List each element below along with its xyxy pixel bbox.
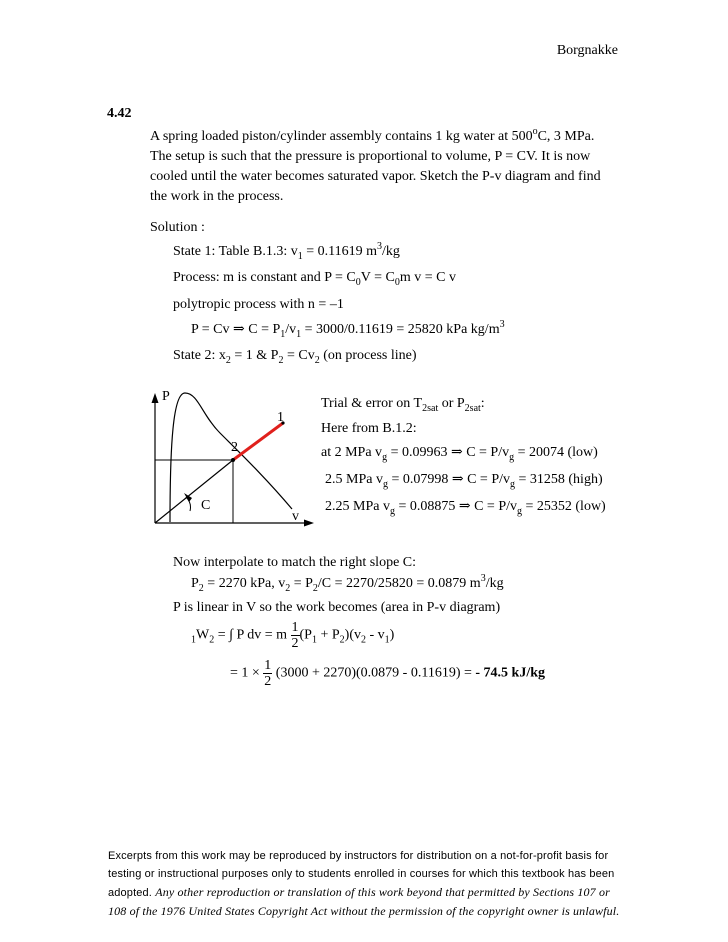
p2-v2-line: $P_2 = 2270$ kPa, $v_2 = P_2/C = 2270/25820 = 0.0879$ $m^3/kg$ [191,573,504,594]
work-result: - 74.5 kJ/kg [475,665,546,681]
statement-line-4: the work in the process. [150,189,284,204]
linear-work-line: P is linear in V so the work becomes (area in P-v diagram) [173,600,501,615]
point-2-label: 2 [231,440,238,455]
state2-line: State 2: $x_2 = 1$ & $P_2 = Cv_2$ (on process line) [173,348,417,366]
axis-p-label: P [162,389,170,404]
statement-line-3: cooled until the water becomes saturated vapor. Sketch the P-v diagram and find [150,169,601,184]
slope-c-label: C [201,498,211,513]
state1-line: State 1: Table B.1.3: $v_1 = 0.11619$ $m^3/kg$ [173,241,400,262]
trial-row-3: 2.25 MPa $v_g = 0.08875$ ⇒ $C = P/v_g = 25352$ (low) [325,499,606,517]
solution-heading: Solution : [150,220,205,235]
axis-v-label: v [292,509,299,524]
trial-line: Trial & error on $T_{2sat}$ or $P_{2sat}$: [321,396,485,414]
pv-diagram [140,385,320,530]
fraction-half: $\frac{1}{2}$ [291,620,299,651]
saturation-dome [170,393,292,522]
process-line-lower [155,460,233,523]
fraction-half-2: $\frac{1}{2}$ [264,658,272,689]
copyright-footer: Excerpts from this work may be reproduced by instructors for distribution on a not-for-profit basis for testing or instructional purposes only to students enrolled in courses for which this textbook has been adopted. Any other reproduction or translation of this work beyond that permitted by Sections 107 or 108 of the 1976 United States Copyright Act without the permission of the copyright owner is unlawful. [108,850,620,918]
state-2-point [231,458,235,462]
statement-line-2: The setup is such that the pressure is proportional to volume, P = CV. It is now [150,149,591,164]
point-1-label: 1 [277,410,284,425]
p-axis-arrow [152,393,159,403]
polytropic-line: polytropic process with n = –1 [173,297,344,312]
process-line: Process: m is constant and $P = C_0V = C_0m$ v = C v [173,270,456,288]
work-equation-2: = 1 × $\frac{1}{2}$ (3000 + 2270)(0.0879 - 0.11619) = - 74.5 kJ/kg [230,658,546,689]
v-axis-arrow [304,520,314,527]
header-author: Borgnakke [556,43,618,58]
table-reference: Here from B.1.2: [321,421,417,436]
work-equation-1: $_1W_2$ = ∫ P dv = m $\frac{1}{2}$ $(P_1 + P_2)(v_2 - v_1)$ [191,620,395,651]
statement-line-1: A spring loaded piston/cylinder assembly contains 1 kg water at 500$^o$C, 3 MPa. [150,126,595,144]
problem-number: 4.42 [107,106,132,121]
constant-c-equation: P = Cv ⇒ $C = P_1/v_1 = 3000/0.11619 = 25820$ kPa $kg/m^3$ [191,319,505,340]
process-line-red [233,423,283,460]
trial-row-2: 2.5 MPa $v_g = 0.07998$ ⇒ $C = P/v_g = 31258$ (high) [325,472,603,490]
interpolate-line: Now interpolate to match the right slope C: [173,555,417,570]
trial-row-1: at 2 MPa $v_g = 0.09963$ ⇒ $C = P/v_g = 20074$ (low) [321,445,598,463]
